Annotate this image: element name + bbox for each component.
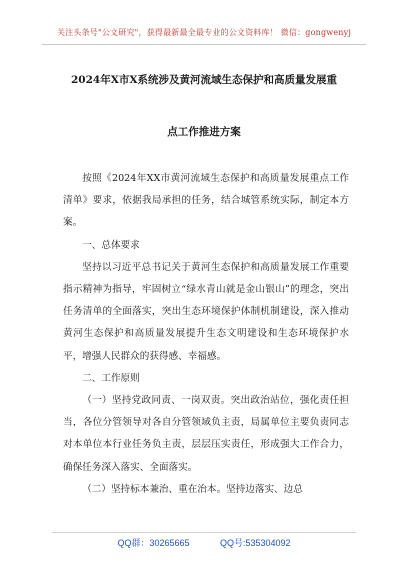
header-divider xyxy=(42,44,366,45)
document-title-line2: 点工作推进方案 xyxy=(167,126,241,138)
document-title-line1: 2024年X市X系统涉及黄河流域生态保护和高质量发展重 xyxy=(70,74,338,86)
header-banner: 关注头条号"公文研究"，获得最新最全最专业的公文资料库！ 微信：gongwenyj xyxy=(56,28,352,37)
document-body xyxy=(63,168,349,501)
overall-requirements-paragraph: 坚持以习近平总书记关于黄河生态保护和高质量发展工作重要指示精神为指导，牢固树立“绿水青山就是金山银山”的理念，突出任务清单的全面落实，突出生态环境保护体制机制建设，深入推动黄河生态保护和高质量发展提升生态文明建设和生态环境保护水平，增强人民群众的获得感、幸福感。 xyxy=(63,261,349,362)
footer-contact xyxy=(0,536,408,549)
principle-two-paragraph: （二）坚持标本兼治、重在治本。坚持边落实、边总 xyxy=(82,483,303,495)
footer-qq-number: QQ号:535304092 xyxy=(220,538,291,548)
intro-paragraph: 按照《2024年XX市黄河流域生态保护和高质量发展重点工作清单》要求，依据我局承担的任务，结合城管系统实际，制定本方案。 xyxy=(63,173,349,229)
section-heading-overall: 一、总体要求 xyxy=(82,239,140,251)
footer-divider xyxy=(52,532,356,533)
section-heading-principles: 二、工作原则 xyxy=(82,372,140,384)
footer-qq-group: QQ群：30265665 xyxy=(117,538,190,548)
principle-one-paragraph: （一）坚持党政同责、一岗双责。突出政治站位，强化责任担当，各位分管领导对各自分管领域负主责，局属单位主要负责同志对本单位本行业任务负主责，层层压实责任，形成强大工作合力，确保任务深入落实、全面落实。 xyxy=(63,395,349,473)
